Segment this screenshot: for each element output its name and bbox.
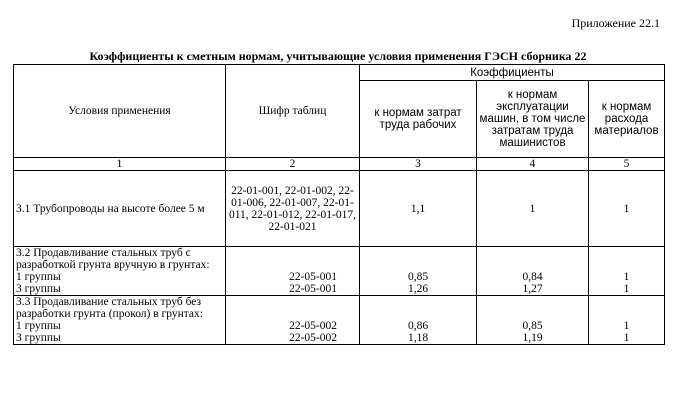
row-label: 1 группы xyxy=(16,271,61,283)
materials-value: 1 xyxy=(623,271,630,283)
column-number: 4 xyxy=(477,158,589,171)
column-numbers-row xyxy=(14,158,665,171)
column-number: 5 xyxy=(589,158,665,171)
workers-value: 1,26 xyxy=(407,283,429,295)
code-value: 22-05-002 xyxy=(289,332,337,344)
appendix-label: Приложение 22.1 xyxy=(571,16,660,30)
materials-cell xyxy=(589,247,665,296)
header-coefficients: Коэффициенты xyxy=(360,65,665,81)
code-value: 22-05-001 xyxy=(289,271,337,283)
materials-cell xyxy=(589,296,665,345)
materials-value: 1 xyxy=(623,283,630,295)
table-row xyxy=(14,296,665,345)
machines-value: 0,85 xyxy=(522,320,543,332)
header-workers: к нормам затрат труда рабочих xyxy=(360,81,477,158)
condition-cell xyxy=(14,247,226,296)
coefficients-table xyxy=(13,64,665,345)
code-cell xyxy=(226,296,360,345)
table-row xyxy=(14,171,665,247)
workers-value: 0,85 xyxy=(407,271,429,283)
table-row xyxy=(14,247,665,296)
row-label: 1 группы xyxy=(16,320,61,332)
header-machines: к нормам эксплуатации машин, в том числе затратам труда машинистов xyxy=(477,81,589,158)
code-value: 22-05-002 xyxy=(289,320,337,332)
materials-cell: 1 xyxy=(589,171,665,247)
code-value: 22-05-001 xyxy=(289,283,337,295)
machines-cell xyxy=(477,247,589,296)
machines-value: 1,19 xyxy=(522,332,543,344)
code-cell xyxy=(226,247,360,296)
condition-cell: 3.1 Трубопроводы на высоте более 5 м xyxy=(14,171,226,247)
condition-cell xyxy=(14,296,226,345)
header-code: Шифр таблиц xyxy=(226,65,360,158)
row-label: 3 группы xyxy=(16,332,61,344)
column-number: 2 xyxy=(226,158,360,171)
header-materials: к нормам расхода материалов xyxy=(589,81,665,158)
machines-cell: 1 xyxy=(477,171,589,247)
row-label: 3 группы xyxy=(16,283,61,295)
machines-cell xyxy=(477,296,589,345)
header-conditions: Условия применения xyxy=(14,65,226,158)
workers-value: 0,86 xyxy=(407,320,429,332)
section-heading: 3.3 Продавливание стальных труб без разработки грунта (прокол) в грунтах: xyxy=(16,296,203,320)
workers-cell: 1,1 xyxy=(360,171,477,247)
machines-value: 1,27 xyxy=(522,283,543,295)
section-heading: 3.2 Продавливание стальных труб с разработкой грунта вручную в грунтах: xyxy=(16,247,210,271)
code-cell: 22-01-001, 22-01-002, 22-01-006, 22-01-007, 22-01-011, 22-01-012, 22-01-017, 22-01-021 xyxy=(226,171,360,247)
column-number: 1 xyxy=(14,158,226,171)
materials-value: 1 xyxy=(623,320,630,332)
workers-value: 1,18 xyxy=(407,332,429,344)
machines-value: 0,84 xyxy=(522,271,543,283)
column-number: 3 xyxy=(360,158,477,171)
workers-cell xyxy=(360,296,477,345)
table-title: Коэффициенты к сметным нормам, учитывающие условия применения ГЭСН сборника 22 xyxy=(89,49,587,63)
workers-cell xyxy=(360,247,477,296)
materials-value: 1 xyxy=(623,332,630,344)
